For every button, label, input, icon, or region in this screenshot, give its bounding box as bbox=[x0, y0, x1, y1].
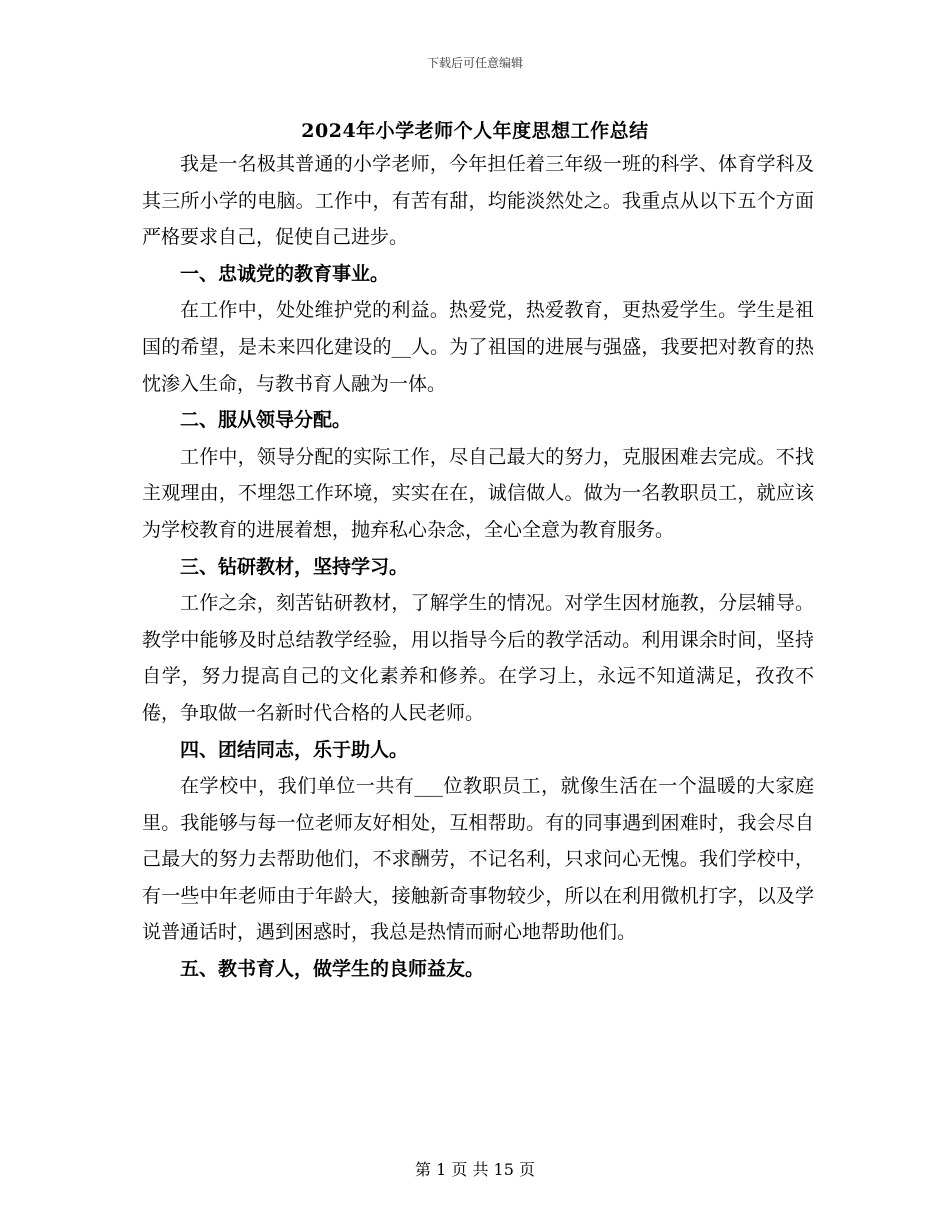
section-3-paragraph: 工作之余，刻苦钻研教材，了解学生的情况。对学生因材施教，分层辅导。教学中能够及时总结教学经验，用以指导今后的教学活动。利用课余时间，坚持自学，努力提高自己的文化素养和修养。在学习上，永远不知道满足，孜孜不倦，争取做一名新时代合格的人民老师。 bbox=[142, 592, 814, 724]
section-4-paragraph: 在学校中，我们单位一共有___位教职员工，就像生活在一个温暖的大家庭里。我能够与每一位老师友好相处，互相帮助。有的同事遇到困难时，我会尽自己最大的努力去帮助他们，不求酬劳，不记名利，只求问心无愧。我们学校中，有一些中年老师由于年龄大，接触新奇事物较少，所以在利用微机打字，以及学说普通话时，遇到困惑时，我总是热情而耐心地帮助他们。 bbox=[142, 775, 814, 944]
page-number: 第 1 页 共 15 页 bbox=[415, 1160, 535, 1179]
header-note: 下载后可任意编辑 bbox=[426, 56, 523, 70]
section-1-heading: 一、忠诚党的教育事业。 bbox=[180, 262, 390, 285]
section-5-heading: 五、教书育人，做学生的良师益友。 bbox=[180, 958, 485, 981]
intro-paragraph: 我是一名极其普通的小学老师，今年担任着三年级一班的科学、体育学科及其三所小学的电脑。工作中，有苦有甜，均能淡然处之。我重点从以下五个方面严格要求自己，促使自己进步。 bbox=[142, 153, 814, 249]
document-title: 2024年小学老师个人年度思想工作总结 bbox=[301, 120, 649, 142]
document-body bbox=[142, 146, 814, 988]
section-1-paragraph: 在工作中，处处维护党的利益。热爱党，热爱教育，更热爱学生。学生是祖国的希望，是未来四化建设的__人。为了祖国的进展与强盛，我要把对教育的热忱渗入生命，与教书育人融为一体。 bbox=[142, 299, 814, 395]
section-2-heading: 二、服从领导分配。 bbox=[180, 409, 352, 432]
section-3-heading: 三、钻研教材，坚持学习。 bbox=[180, 555, 409, 578]
section-4-heading: 四、团结同志，乐于助人。 bbox=[180, 738, 409, 761]
section-2-paragraph: 工作中，领导分配的实际工作，尽自己最大的努力，克服困难去完成。不找主观理由，不埋怨工作环境，实实在在，诚信做人。做为一名教职员工，就应该为学校教育的进展着想，抛弃私心杂念，全心全意为教育服务。 bbox=[142, 445, 814, 541]
